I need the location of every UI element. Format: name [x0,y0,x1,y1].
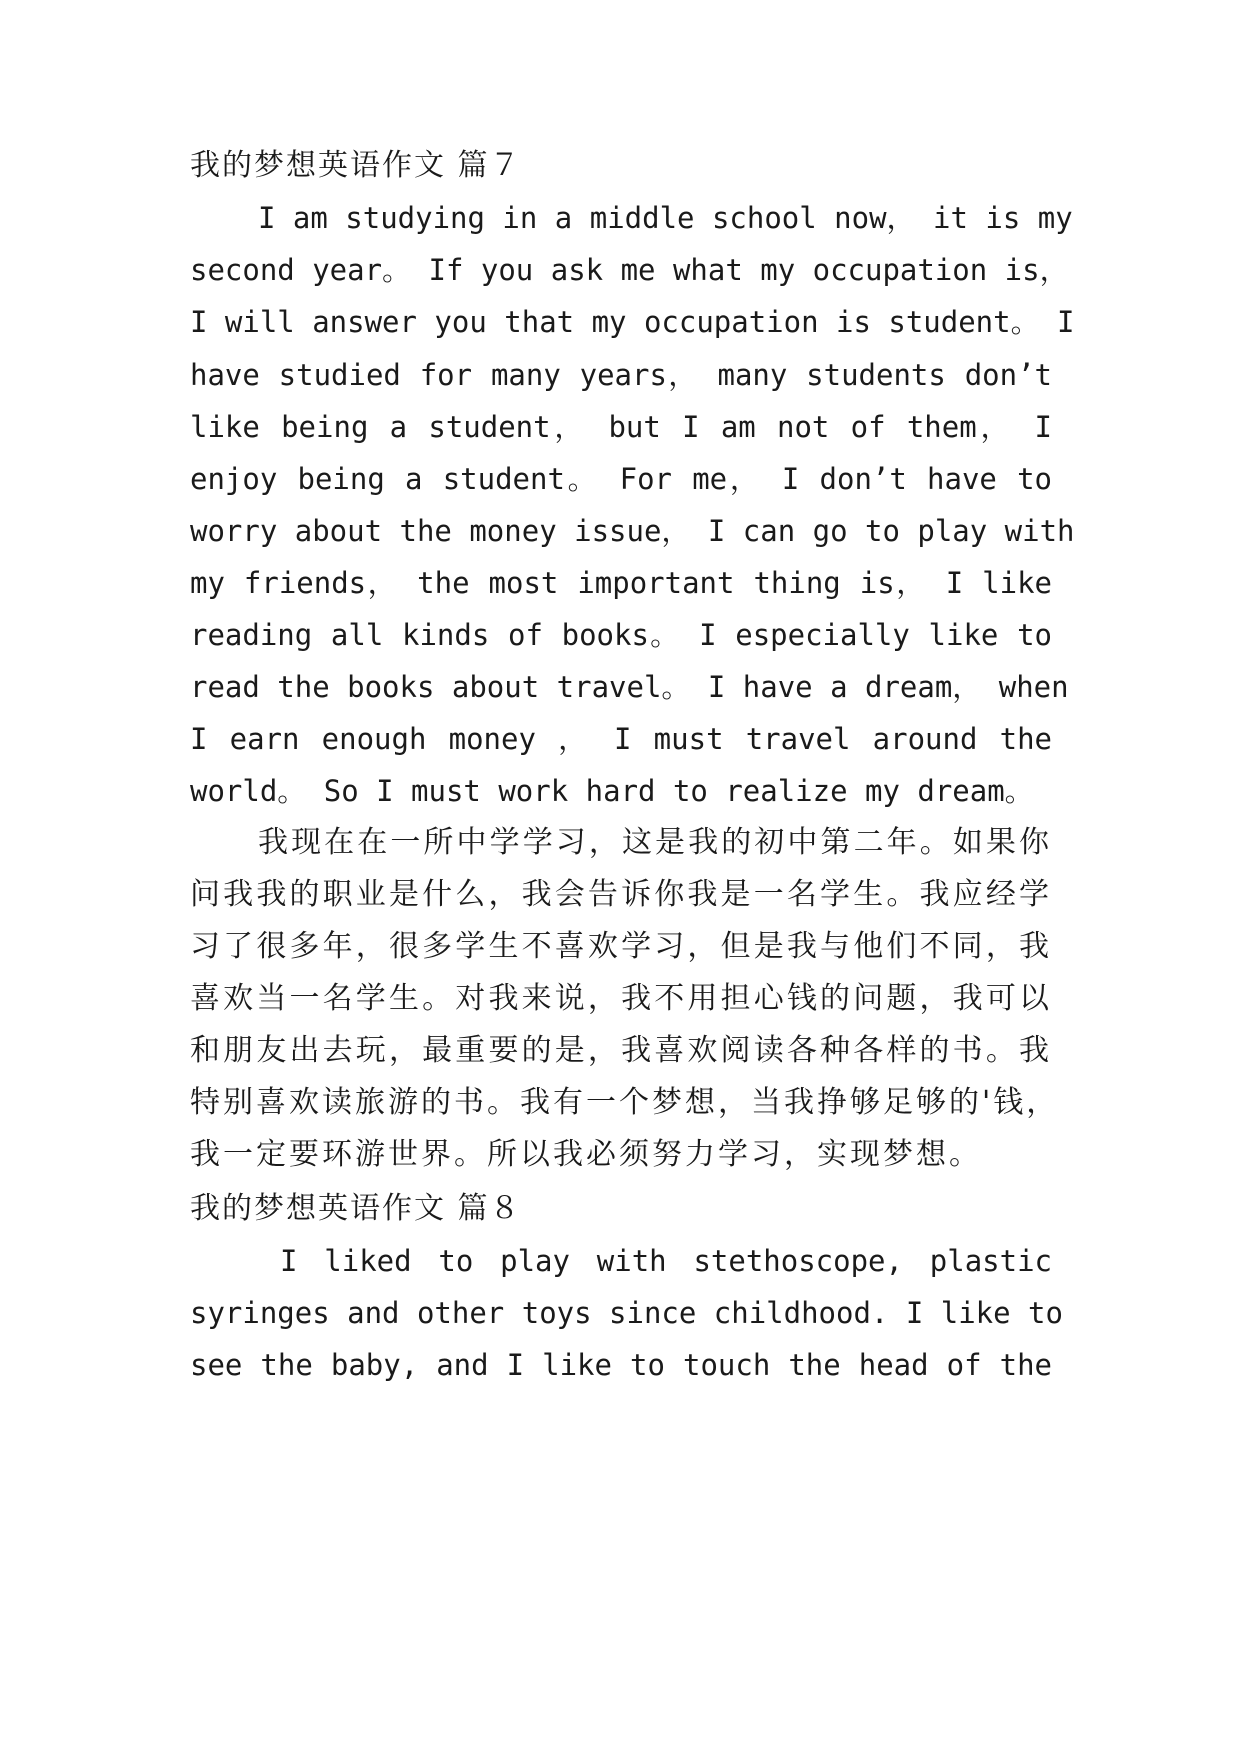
paragraph-line: like being a student， but I am not of them， I [190,410,1052,444]
translation-line: 我现在在一所中学学习，这是我的初中第二年。如果你 [258,825,1052,860]
paragraph-line: world。 So I must work hard to realize my dream。 [190,774,1034,808]
paragraph-line: see the baby, and I like to touch the head of the [190,1348,1052,1382]
paragraph-line: I am studying in a middle school now， it is my [258,201,1073,235]
paragraph-line: have studied for many years， many students don’t [190,358,1052,392]
section-heading: 我的梦想英语作文 篇８ [190,1191,522,1226]
paragraph-line: enjoy being a student。 For me， I don’t have to [190,462,1052,496]
paragraph-line: read the books about travel。 I have a dream， when [190,670,1069,704]
translation-line: 我一定要环游世界。所以我必须努力学习，实现梦想。 [190,1137,982,1172]
paragraph-line: I earn enough money ， I must travel around the [190,722,1052,756]
paragraph-line: I will answer you that my occupation is student。 I [190,305,1075,339]
paragraph-line: worry about the money issue， I can go to play with [190,514,1075,548]
translation-line: 和朋友出去玩，最重要的是，我喜欢阅读各种各样的书。我 [190,1033,1052,1068]
paragraph-line: second year。 If you ask me what my occupation is， [190,253,1069,287]
paragraph-line: reading all kinds of books。 I especially like to [190,618,1052,652]
paragraph-line: my friends， the most important thing is， I like [190,566,1052,600]
translation-line: 习了很多年，很多学生不喜欢学习，但是我与他们不同，我 [190,929,1052,964]
paragraph-line: I liked to play with stethoscope, plastic [280,1244,1052,1278]
translation-line: 问我我的职业是什么，我会告诉你我是一名学生。我应经学 [190,877,1052,912]
translation-line: 特别喜欢读旅游的书。我有一个梦想，当我挣够足够的'钱， [190,1085,1060,1120]
paragraph-line: syringes and other toys since childhood. I like to [190,1296,1063,1330]
section-heading: 我的梦想英语作文 篇７ [190,148,522,183]
translation-line: 喜欢当一名学生。对我来说，我不用担心钱的问题，我可以 [190,981,1052,1016]
